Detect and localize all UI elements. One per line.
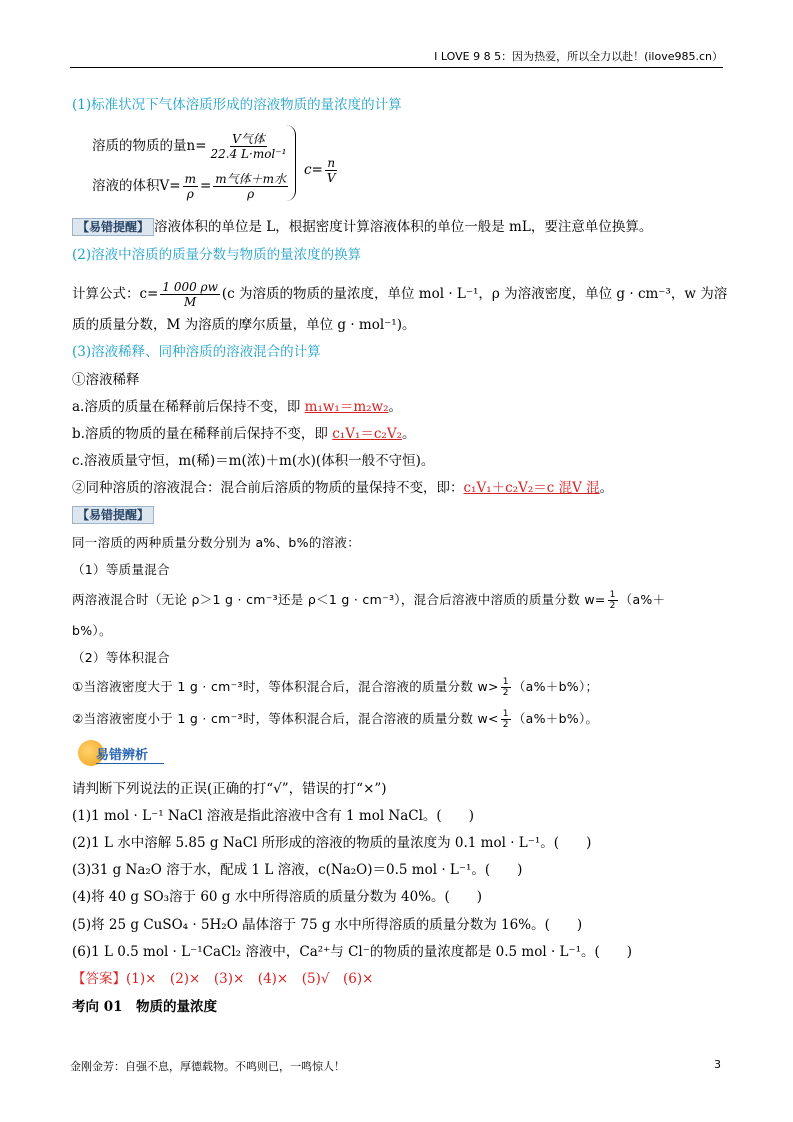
judge-item-6: (6)1 L 0.5 mol · L⁻¹CaCl₂ 溶液中，Ca²⁺与 Cl⁻的物质的量浓度都是 0.5 mol · L⁻¹。( ) — [72, 944, 633, 960]
tip2-l1: 同一溶质的两种质量分数分别为 a%、b%的溶液： — [72, 535, 361, 550]
section2-title: (2)溶液中溶质的质量分数与物质的量浓度的换算 — [72, 247, 362, 263]
judge-item-2: (2)1 L 水中溶解 5.85 g NaCl 所形成的溶液的物质的量浓度为 0.1 mol · L⁻¹。( ) — [72, 835, 592, 851]
badge-underline — [96, 763, 164, 764]
formula-v — [92, 172, 290, 201]
formula-brace — [285, 125, 296, 201]
section3-sub2 — [72, 479, 613, 497]
formula-v-frac1-numerator: m — [184, 172, 196, 186]
tip2-l7-fraction — [501, 709, 511, 730]
judge-item-4: (4)将 40 g SO₃溶于 60 g 水中所得溶质的质量分数为 40%。( ) — [72, 889, 483, 905]
section3-sub1: ①溶液稀释 — [72, 372, 140, 388]
formula-c — [304, 156, 340, 185]
section3-a — [72, 398, 402, 416]
formula-v-frac2-numerator: m气体＋m水 — [215, 172, 287, 186]
section3-b-answer: c₁V₁＝c₂V₂ — [332, 426, 403, 442]
tip2-l5: （2）等体积混合 — [72, 650, 170, 665]
section3-c: c.溶液质量守恒，m(稀)＝m(浓)＋m(水)(体积一般不守恒)。 — [72, 453, 435, 469]
section3-b-text: b.溶质的物质的量在稀释前后保持不变，即 — [72, 426, 333, 442]
badge-label: 易错辨析 — [96, 748, 149, 763]
formula-v-frac1-denominator: ρ — [186, 187, 194, 201]
page-footer: 金刚金芳：自强不息，厚德载物。不鸣则已，一鸣惊人！ — [70, 1060, 345, 1073]
tip1 — [72, 218, 652, 236]
tip2-l6-fraction — [501, 677, 511, 698]
formula-c-numerator: n — [327, 156, 336, 170]
judge-item-5: (5)将 25 g CuSO₄ · 5H₂O 晶体溶于 75 g 水中所得溶质的质量分数为 16%。( ) — [72, 917, 583, 933]
formula-v-label: 溶液的体积V= — [92, 178, 181, 194]
tip2-l3-denominator: 2 — [609, 601, 616, 611]
tip2-l7-pre: ②当溶液密度小于 1 g · cm⁻³时，等体积混合后，混合溶液的质量分数 w< — [72, 711, 499, 726]
formula-n-numerator: V气体 — [232, 132, 265, 146]
tip2-l3-post: （a%＋ — [619, 592, 666, 607]
formula-v-fraction1 — [183, 172, 198, 201]
section2-formula-explanation: (c 为溶质的物质的量浓度，单位 mol · L⁻¹，ρ 为溶液密度，单位 g · cm⁻³，w 为溶 — [221, 286, 728, 302]
tip2-l6 — [72, 677, 598, 698]
tip1-tag: 【易错提醒】 — [72, 218, 154, 236]
section3-a-answer: m₁w₁＝m₂w₂ — [304, 399, 389, 415]
formula-c-fraction — [325, 156, 338, 185]
section3-b-end: 。 — [402, 426, 416, 442]
section3-a-end: 。 — [388, 399, 403, 415]
formula-n — [92, 132, 290, 161]
tip2-l7 — [72, 709, 598, 730]
section2-formula-fraction — [160, 280, 220, 309]
section3-b — [72, 425, 416, 443]
section2-formula-denominator: M — [183, 295, 197, 309]
judge-item-3: (3)31 g Na₂O 溶于水，配成 1 L 溶液，c(Na₂O)＝0.5 mol · L⁻¹。( ) — [72, 862, 523, 878]
judge-intro: 请判断下列说法的正误(正确的打“√”，错误的打“×”) — [72, 781, 387, 797]
page-header: I LOVE 9 8 5：因为热爱，所以全力以赴！(ilove985.cn） — [434, 50, 723, 63]
section2-line2: 质的质量分数，M 为溶质的摩尔质量，单位 g · mol⁻¹)。 — [72, 317, 416, 333]
tip2-l3-fraction — [608, 590, 618, 611]
section1-title: (1)标准状况下气体溶质形成的溶液物质的量浓度的计算 — [72, 97, 402, 113]
section2-formula-label: 计算公式：c= — [72, 286, 159, 302]
tip2-l6-numerator: 1 — [502, 677, 509, 687]
tip2-l7-post: （a%＋b%）。 — [512, 711, 599, 726]
section-heading: 考向 01 物质的量浓度 — [72, 999, 217, 1015]
formula-v-fraction2 — [213, 172, 288, 201]
tip2-l3-pre: 两溶液混合时（无论 ρ＞1 g · cm⁻³还是 ρ＜1 g · cm⁻³），混合后溶液中溶质的质量分数 w= — [72, 592, 606, 607]
tip2-l6-pre: ①当溶液密度大于 1 g · cm⁻³时，等体积混合后，混合溶液的质量分数 w> — [72, 679, 499, 694]
section2-formula-line — [72, 280, 727, 309]
formula-n-denominator: 22.4 L·mol⁻¹ — [210, 147, 287, 161]
formula-n-fraction — [209, 132, 289, 161]
tip2-l6-denominator: 2 — [502, 688, 509, 698]
tip2-l2: （1）等质量混合 — [72, 562, 170, 577]
formula-c-denominator: V — [326, 171, 336, 185]
judge-item-1: (1)1 mol · L⁻¹ NaCl 溶液是指此溶液中含有 1 mol NaCl。( ) — [72, 808, 474, 824]
section3-a-text: a.溶质的质量在稀释前后保持不变，即 — [72, 399, 305, 415]
formula-n-label: 溶质的物质的量n= — [92, 138, 207, 154]
page-number: 3 — [714, 1058, 721, 1071]
header-divider — [70, 67, 723, 68]
tip2-l7-numerator: 1 — [502, 709, 509, 719]
judge-answer: 【答案】(1)× (2)× (3)× (4)× (5)√ (6)× — [72, 971, 374, 987]
error-analysis-badge — [78, 738, 168, 768]
tip2-tag: 【易错提醒】 — [72, 506, 154, 524]
formula-c-label: c= — [304, 162, 323, 178]
formula-v-frac2-denominator: ρ — [247, 187, 255, 201]
tip2-tag-line — [72, 506, 154, 524]
tip2-l4: b%）。 — [72, 623, 112, 638]
tip2-l7-denominator: 2 — [502, 720, 509, 730]
tip1-text: 溶液体积的单位是 L，根据密度计算溶液体积的单位一般是 mL，要注意单位换算。 — [154, 219, 653, 235]
tip2-l6-post: （a%＋b%）； — [512, 679, 599, 694]
tip2-l3 — [72, 590, 665, 611]
tip2-l3-numerator: 1 — [609, 590, 616, 600]
section3-sub2-end: 。 — [599, 480, 614, 496]
section2-formula-numerator: 1 000 ρw — [162, 280, 218, 294]
formula-v-equals: = — [199, 178, 212, 194]
section3-sub2-answer: c₁V₁＋c₂V₂＝c 混V 混 — [463, 480, 600, 496]
section3-title: (3)溶液稀释、同种溶质的溶液混合的计算 — [72, 344, 321, 360]
section3-sub2-text: ②同种溶质的溶液混合：混合前后溶质的物质的量保持不变，即： — [72, 480, 464, 496]
